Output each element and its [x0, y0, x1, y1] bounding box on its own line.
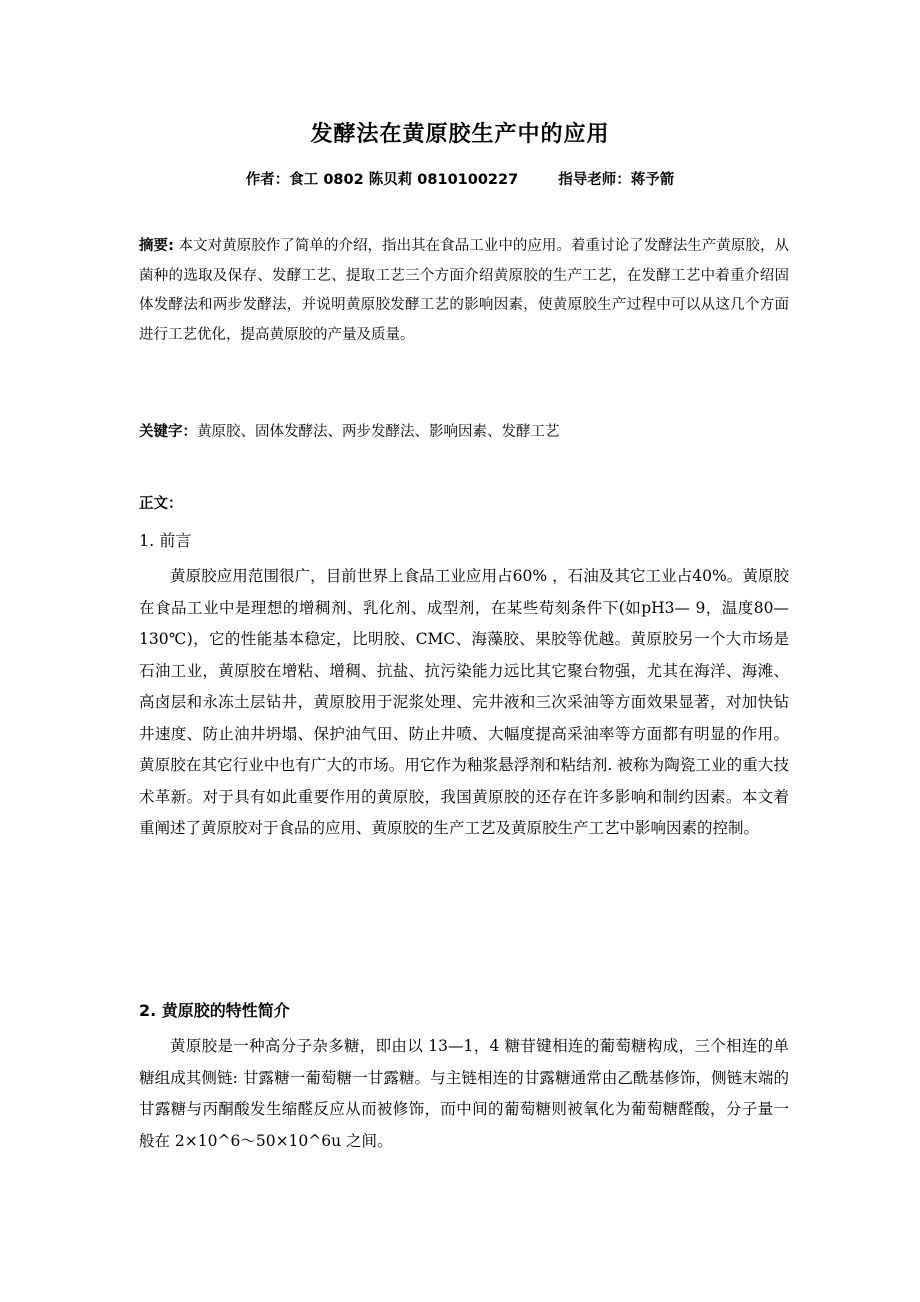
section-heading: 2. 黄原胶的特性简介	[139, 1001, 290, 1020]
advisor-info: 指导老师：蒋予箭	[558, 172, 675, 188]
section-paragraph: 黄原胶是一种高分子杂多糖，即由以 13—1，4 糖苷键相连的葡萄糖构成，三个相连的单糖组成其侧链: 甘露糖一葡萄糖一甘露糖。与主链相连的甘露糖通常由乙酰基修饰，侧链末端的甘露糖与丙酮酸发生缩醛反应从而被修饰，而中间的葡萄糖则被氧化为葡萄糖醛酸，分子量一般在 2×10^6～50×10^6u 之间。	[139, 1037, 789, 1150]
keywords	[139, 418, 789, 447]
abstract-label: 摘要:	[139, 238, 174, 254]
section-paragraph: 黄原胶应用范围很广，目前世界上食品工业应用占60% ，石油及其它工业占40%。黄原胶在食品工业中是理想的增稠剂、乳化剂、成型剂，在某些苟刻条件下(如pH3— 9，温度80—130℃)，它的性能基本稳定，比明胶、CMC、海藻胶、果胶等优越。黄原胶另一个大市场是石油工业，黄原胶在增粘、增稠、抗盐、抗污染能力远比其它聚台物强，尤其在海洋、海滩、高卤层和永冻土层钻井，黄原胶用于泥浆处理、完井液和三次采油等方面效果显著，对加快钻井速度、防止油井坍塌、保护油气田、防止井喷、大幅度提高采油率等方面都有明显的作用。黄原胶在其它行业中也有广大的市场。用它作为釉浆悬浮剂和粘结剂. 被称为陶瓷工业的重大技术革新。对于具有如此重要作用的黄原胶，我国黄原胶的还存在许多影响和制约因素。本文着重阐述了黄原胶对于食品的应用、黄原胶的生产工艺及黄原胶生产工艺中影响因素的控制。	[139, 567, 789, 837]
keywords-label: 关键字：	[139, 424, 197, 440]
abstract	[139, 232, 789, 350]
section-heading: 1. 前言	[139, 531, 192, 550]
keywords-text: 黄原胶、固体发酵法、两步发酵法、影响因素、发酵工艺	[197, 424, 560, 440]
abstract-text: 本文对黄原胶作了简单的介绍，指出其在食品工业中的应用。着重讨论了发酵法生产黄原胶，从菌种的选取及保存、发酵工艺、提取工艺三个方面介绍黄原胶的生产工艺，在发酵工艺中着重介绍固体发酵法和两步发酵法，并说明黄原胶发酵工艺的影响因素，使黄原胶生产过程中可以从这几个方面进行工艺优化，提高黄原胶的产量及质量。	[139, 238, 789, 343]
page-title: 发酵法在黄原胶生产中的应用	[310, 122, 610, 147]
author-info: 作者：食工 0802 陈贝莉 0810100227	[245, 172, 519, 188]
author-line	[0, 168, 920, 189]
body-label: 正文：	[139, 496, 183, 512]
